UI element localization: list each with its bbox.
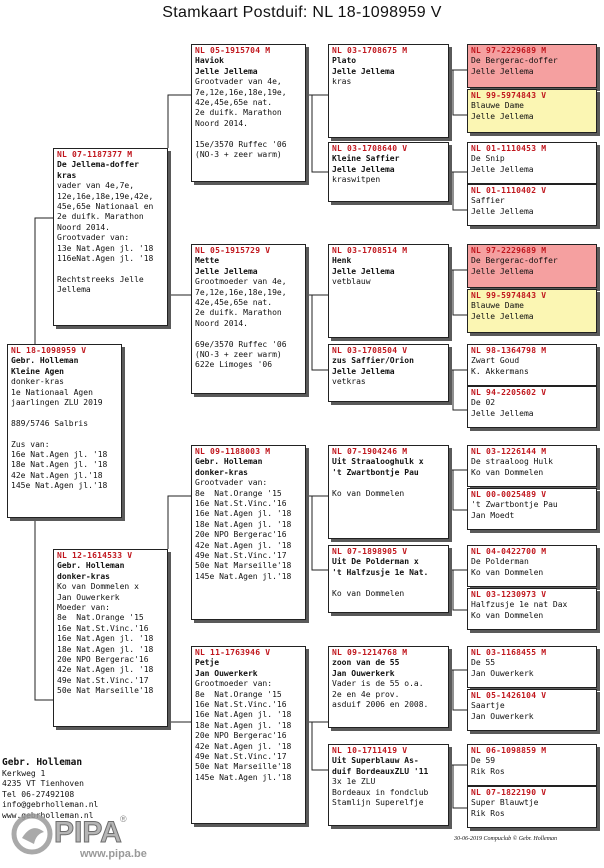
ring-number: NL 03-1708675 M (332, 46, 408, 55)
text-line: Grootmoeder van 4e, (195, 277, 287, 287)
text-line: Jelle Jellema (471, 408, 534, 418)
text-line: Jelle Jellema (332, 366, 395, 376)
ring-number: NL 01-1110453 M (471, 144, 547, 153)
text-line: Stamlijn Superelfje (332, 798, 424, 808)
text-line: 116eNat.Agen jl. '18 (57, 254, 154, 264)
text-line: 16e Nat.Agen jl. '18 (11, 450, 108, 460)
pigeon-card-gen5-11[interactable] (467, 545, 597, 587)
text-line (57, 264, 164, 274)
pigeon-card-gen5-12[interactable] (467, 588, 597, 630)
ring-number: NL 99-5974843 V (471, 291, 547, 300)
text-line: De Polderman (471, 557, 529, 567)
text-line: 50e Nat Marseille'18 (195, 561, 292, 571)
text-line: 16e Nat.St.Vinc.'16 (195, 499, 287, 509)
text-line: Gebr. Holleman (195, 457, 263, 467)
text-line: 4235 VT Tienhoven (2, 779, 84, 789)
text-line: Plato (332, 56, 357, 66)
text-line: Jelle Jellema (332, 164, 395, 174)
text-line: De 02 (471, 398, 496, 408)
text-line: 8e Nat.Orange '15 (195, 689, 282, 699)
ring-number: NL 09-1188003 M (195, 447, 271, 456)
text-line: 145e Nat.Agen jl.'18 (11, 481, 108, 491)
ring-number: NL 11-1763946 V (195, 648, 271, 657)
ring-number: NL 03-1708640 V (332, 144, 408, 153)
text-line: 18e Nat.Agen jl. '18 (57, 644, 154, 654)
ring-number: NL 01-1110402 V (471, 186, 547, 195)
text-line: 622e Limoges '06 (195, 360, 273, 370)
text-line: Ko van Dommelen x (57, 582, 139, 592)
logo-url: www.pipa.be (80, 848, 147, 860)
text-line: De Bergerac-doffer (471, 56, 558, 66)
text-line: Jelle Jellema (195, 266, 258, 276)
text-line: 18e Nat.Agen jl. '18 (11, 460, 108, 470)
text-line: 42e,45e,65e nat. (195, 298, 273, 308)
text-line: Moeder van: (57, 603, 110, 613)
text-line: Zus van: (11, 439, 50, 449)
text-line: 2e en 4e prov. (332, 689, 400, 699)
ring-number: NL 07-1904246 M (332, 447, 408, 456)
ring-number: NL 03-1168455 M (471, 648, 547, 657)
pigeon-card-gen4-7[interactable] (328, 646, 449, 728)
pigeon-card-gen5-14[interactable] (467, 689, 597, 731)
ring-number: NL 03-1230973 V (471, 590, 547, 599)
text-line: Petje (195, 658, 220, 668)
text-line: zoon van de 55 (332, 658, 400, 668)
text-line: 16e Nat.St.Vinc.'16 (57, 623, 149, 633)
text-line (332, 578, 445, 588)
text-line: 42e,45e,65e nat. (195, 98, 273, 108)
text-line: vader van 4e,7e, (57, 181, 135, 191)
text-line: Ko van Dommelen (332, 588, 405, 598)
text-line: Jan Ouwerkerk (471, 711, 534, 721)
text-line: Kleine Agen (11, 366, 64, 376)
text-line: 15e/3570 Ruffec '06 (195, 139, 287, 149)
pigeon-card-gen5-10[interactable] (467, 488, 597, 530)
text-line: 8e Nat.Orange '15 (195, 488, 282, 498)
text-line: www.gebrholleman.nl (2, 810, 94, 820)
text-line: Ko van Dommelen (332, 488, 405, 498)
text-line: 20e NPO Bergerac'16 (195, 731, 287, 741)
text-line: kras (332, 77, 352, 87)
text-line: Uit Straalooghulk x (332, 457, 424, 467)
pigeon-card-gen5-15[interactable] (467, 744, 597, 786)
ring-number: NL 09-1214768 M (332, 648, 408, 657)
pigeon-card-grandsire-maternal[interactable] (191, 445, 306, 620)
text-line (195, 129, 302, 139)
text-line: Kerkweg 1 (2, 769, 46, 778)
text-line: Saffier (471, 196, 505, 206)
svg-text:®: ® (120, 814, 127, 824)
text-line: Super Blauwtje (471, 798, 539, 808)
text-line: Jelle Jellema (471, 66, 534, 76)
text-line: Ko van Dommelen (471, 610, 544, 620)
ring-number: NL 97-2229689 M (471, 46, 547, 55)
text-line: 7e,12e,16e,18e,19e, (195, 287, 287, 297)
text-line: 42e Nat.Agen jl. '18 (195, 540, 292, 550)
text-line: De Jellema-doffer (57, 160, 139, 170)
ring-number: NL 04-0422700 M (471, 547, 547, 556)
text-line: 't Zwartbontje Pau (332, 467, 419, 477)
footer-credit: 30-06-2019 Compuclub © Gebr. Holleman (454, 836, 558, 842)
text-line: 't Halfzusje 1e Nat. (332, 567, 429, 577)
text-line: Gebr. Holleman (57, 561, 125, 571)
text-line: 8e Nat.Orange '15 (57, 613, 144, 623)
pigeon-card-gen5-5[interactable] (467, 244, 597, 288)
ring-number: NL 05-1915704 M (195, 46, 271, 55)
text-line (332, 478, 445, 488)
text-line: Henk (332, 256, 352, 266)
pigeon-card-gen4-8[interactable] (328, 744, 449, 826)
ring-number: NL 06-1098859 M (471, 746, 547, 755)
text-line: Halfzusje 1e nat Dax (471, 600, 568, 610)
ring-number: NL 07-1187377 M (57, 150, 133, 159)
text-line: Jelle Jellema (195, 66, 258, 76)
text-line: Mette (195, 256, 220, 266)
text-line: Gebr. Holleman (11, 356, 79, 366)
text-line: kraswitpen (332, 175, 381, 185)
text-line: Jan Ouwerkerk (195, 668, 258, 678)
text-line: 18e Nat.Agen jl. '18 (195, 720, 292, 730)
pigeon-card-gen5-8[interactable] (467, 386, 597, 428)
text-line: 42e Nat.Agen jl.'18 (11, 470, 103, 480)
text-line: 13e Nat.Agen jl. '18 (57, 243, 154, 253)
text-line: 42e Nat.Agen jl. '18 (195, 741, 292, 751)
pigeon-card-gen4-1[interactable] (328, 44, 449, 138)
text-line: 2e duifk. Marathon (195, 108, 282, 118)
text-line: Uit De Polderman x (332, 557, 419, 567)
text-line: Tel 06-27492108 (2, 789, 75, 799)
text-line: 49e Nat.St.Vinc.'17 (57, 675, 149, 685)
text-line: Jelle Jellema (332, 266, 395, 276)
text-line: Ko van Dommelen (471, 567, 544, 577)
pigeon-card-gen4-3[interactable] (328, 244, 449, 338)
pigeon-card-gen5-7[interactable] (467, 344, 597, 386)
pigeon-card-gen4-2[interactable] (328, 142, 449, 202)
ring-number: NL 94-2205602 V (471, 388, 547, 397)
text-line: 20e NPO Bergerac'16 (57, 655, 149, 665)
text-line: info@gebrholleman.nl (2, 800, 99, 810)
text-line: 3x 1e ZLU (332, 777, 376, 787)
text-line: Rik Ros (471, 808, 505, 818)
text-line: kras (57, 170, 77, 180)
text-line: 145e Nat.Agen jl.'18 (195, 571, 292, 581)
breeder-name: Gebr. Holleman (2, 757, 83, 768)
text-line: 7e,12e,16e,18e,19e, (195, 87, 287, 97)
text-line: De 59 (471, 756, 496, 766)
text-line: Grootmoeder van: (195, 679, 273, 689)
text-line: Rechtstreeks Jelle (57, 274, 144, 284)
text-line: 16e Nat.Agen jl. '18 (57, 634, 154, 644)
text-line: Grootvader van 4e, (195, 77, 282, 87)
text-line: vetblauw (332, 277, 371, 287)
text-line: Kleine Saffier (332, 154, 400, 164)
text-line: Uit Superblauw As- (332, 756, 419, 766)
ring-number: NL 12-1614533 V (57, 551, 133, 560)
pigeon-card-gen5-2[interactable] (467, 89, 597, 133)
text-line: 16e Nat.Agen jl. '18 (195, 710, 292, 720)
ring-number: NL 99-5974843 V (471, 91, 547, 100)
pigeon-card-sire[interactable] (53, 148, 168, 326)
text-line: Noord 2014. (195, 318, 248, 328)
text-line: 45e,65e Nationaal en (57, 202, 154, 212)
text-line: 49e Nat.St.Vinc.'17 (195, 551, 287, 561)
text-line: 49e Nat.St.Vinc.'17 (195, 752, 287, 762)
text-line (11, 429, 118, 439)
pigeon-card-gen5-6[interactable] (467, 289, 597, 333)
pigeon-card-gen5-1[interactable] (467, 44, 597, 88)
text-line: Jan Ouwerkerk (332, 668, 395, 678)
logo-text: PIPA (54, 816, 122, 849)
ring-number: NL 00-0025489 V (471, 490, 547, 499)
text-line: De Bergerac-doffer (471, 256, 558, 266)
text-line: Jelle Jellema (471, 164, 534, 174)
text-line: Jelle Jellema (471, 206, 534, 216)
pigeon-card-gen4-6[interactable] (328, 545, 449, 613)
text-line: donker-kras (11, 377, 64, 387)
ring-number: NL 07-1822190 V (471, 788, 547, 797)
text-line: Jan Ouwerkerk (57, 592, 120, 602)
text-line: 12e,16e,18e,19e,42e, (57, 191, 154, 201)
text-line: 2e duifk. Marathon (57, 212, 144, 222)
text-line: Jelle Jellema (332, 66, 395, 76)
text-line: Haviok (195, 56, 224, 66)
text-line: 889/5746 Salbris (11, 418, 89, 428)
text-line: asduif 2006 en 2008. (332, 700, 429, 710)
text-line: Jelle Jellema (471, 111, 534, 121)
text-line: donker-kras (195, 467, 248, 477)
text-line: vetkras (332, 377, 366, 387)
pigeon-card-dam[interactable] (53, 549, 168, 727)
text-line: Ko van Dommelen (471, 467, 544, 477)
text-line: Jelle Jellema (471, 311, 534, 321)
text-line: Blauwe Dame (471, 301, 524, 311)
pigeon-card-gen4-4[interactable] (328, 344, 449, 402)
text-line: Grootvader van: (195, 478, 268, 488)
text-line: zus Saffier/Orion (332, 356, 414, 366)
ring-number: NL 03-1226144 M (471, 447, 547, 456)
ring-number: NL 18-1098959 V (11, 346, 87, 355)
ring-number: NL 98-1364798 M (471, 346, 547, 355)
text-line: Jan Ouwerkerk (471, 668, 534, 678)
pigeon-card-granddam-maternal[interactable] (191, 646, 306, 824)
text-line (195, 329, 302, 339)
text-line: donker-kras (57, 571, 110, 581)
text-line: 1e Nationaal Agen (11, 387, 93, 397)
ring-number: NL 07-1898905 V (332, 547, 408, 556)
text-line: Jan Moedt (471, 510, 515, 520)
ring-number: NL 03-1708514 M (332, 246, 408, 255)
text-line: 145e Nat.Agen jl.'18 (195, 772, 292, 782)
pigeon-card-gen5-4[interactable] (467, 184, 597, 226)
text-line: Noord 2014. (57, 222, 110, 232)
text-line: De Snip (471, 154, 505, 164)
ring-number: NL 97-2229689 M (471, 246, 547, 255)
text-line: 16e Nat.St.Vinc.'16 (195, 700, 287, 710)
pigeon-card-grandsire-paternal[interactable] (191, 44, 306, 182)
text-line: Saartje (471, 701, 505, 711)
text-line: 18e Nat.Agen jl. '18 (195, 519, 292, 529)
pigeon-card-gen5-13[interactable] (467, 646, 597, 688)
text-line: De 55 (471, 658, 496, 668)
ring-number: NL 05-1915729 V (195, 246, 271, 255)
text-line: 16e Nat.Agen jl. '18 (195, 509, 292, 519)
text-line: 20e NPO Bergerac'16 (195, 530, 287, 540)
pipa-logo (10, 808, 170, 862)
pigeon-card-gen5-16[interactable] (467, 786, 597, 828)
pigeon-card-subject[interactable] (7, 344, 122, 518)
text-line: 't Zwartbontje Pau (471, 500, 558, 510)
text-line: (NO-3 + zeer warm) (195, 350, 282, 360)
text-line: (NO-3 + zeer warm) (195, 150, 282, 160)
ring-number: NL 05-1426104 V (471, 691, 547, 700)
text-line: Rik Ros (471, 766, 505, 776)
text-line: Jelle Jellema (471, 266, 534, 276)
text-line: Noord 2014. (195, 118, 248, 128)
text-line: De straaloog Hulk (471, 457, 553, 467)
text-line: duif BordeauxZLU '11 (332, 766, 429, 776)
text-line: Zwart Goud (471, 356, 520, 366)
text-line: Vader is de 55 o.a. (332, 679, 424, 689)
text-line: jaarlingen ZLU 2019 (11, 398, 103, 408)
ring-number: NL 10-1711419 V (332, 746, 408, 755)
text-line: Jellema (57, 285, 91, 295)
text-line: Bordeaux in fondclub (332, 787, 429, 797)
text-line: Blauwe Dame (471, 101, 524, 111)
text-line: 50e Nat Marseille'18 (195, 762, 292, 772)
pigeon-card-gen4-5[interactable] (328, 445, 449, 539)
text-line: 2e duifk. Marathon (195, 308, 282, 318)
text-line: 69e/3570 Ruffec '06 (195, 339, 287, 349)
pigeon-card-gen5-3[interactable] (467, 142, 597, 184)
page-title: Stamkaart Postduif: NL 18-1098959 V (162, 4, 442, 21)
pigeon-card-granddam-paternal[interactable] (191, 244, 306, 394)
text-line: 42e Nat.Agen jl. '18 (57, 665, 154, 675)
text-line: K. Akkermans (471, 366, 529, 376)
pigeon-card-gen5-9[interactable] (467, 445, 597, 487)
text-line: 50e Nat Marseille'18 (57, 686, 154, 696)
text-line: Grootvader van: (57, 233, 130, 243)
ring-number: NL 03-1708504 V (332, 346, 408, 355)
text-line (11, 408, 118, 418)
